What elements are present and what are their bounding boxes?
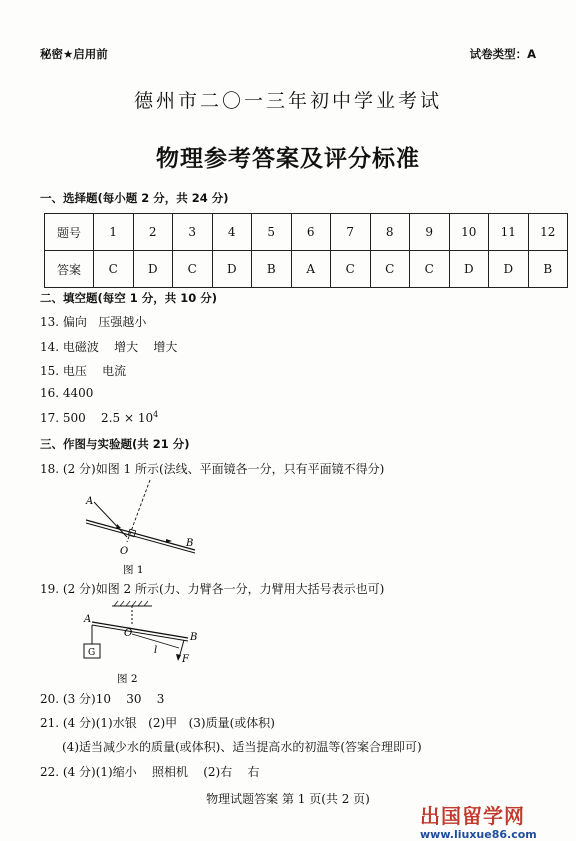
table-cell: A <box>291 251 331 288</box>
answer-line-17 <box>40 410 158 425</box>
table-cell: 12 <box>528 214 568 251</box>
row-label-number: 题号 <box>45 214 94 251</box>
table-cell: C <box>410 251 450 288</box>
answer-line-19: 19. (2 分)如图 2 所示(力、力臂各一分，力臂用大括号表示也可) <box>40 582 385 596</box>
fig2-label-l: l <box>154 645 158 656</box>
exam-title: 德州市二〇一三年初中学业考试 <box>133 90 442 112</box>
table-cell: 1 <box>94 214 134 251</box>
lever-bar <box>92 622 188 638</box>
lever-bar-lower <box>92 625 188 641</box>
table-cell: D <box>449 251 489 288</box>
answer-line-21b: (4)适当减少水的质量(或体积)、适当提高水的初温等(答案合理即可) <box>62 740 422 754</box>
line17-exponent: 4 <box>153 410 159 419</box>
answer-line-22: 22. (4 分)(1)缩小 照相机 (2)右 右 <box>40 765 260 779</box>
mirror-back-line <box>86 523 195 553</box>
section1-heading: 一、选择题(每小题 2 分，共 24 分) <box>40 191 229 205</box>
table-cell: 11 <box>489 214 529 251</box>
answer-line-15: 15. 电压 电流 <box>40 364 127 378</box>
row-label-answer: 答案 <box>45 251 94 288</box>
section3-heading: 三、作图与实验题(共 21 分) <box>40 437 190 451</box>
table-cell: C <box>94 251 134 288</box>
confidential-label: 秘密★启用前 <box>40 47 108 61</box>
force-arrowhead <box>176 654 181 661</box>
table-cell: 5 <box>252 214 292 251</box>
table-cell: 4 <box>212 214 252 251</box>
figure-2-lever-diagram <box>80 600 220 690</box>
ray-arrowhead <box>116 524 121 529</box>
fig1-caption: 图 1 <box>123 564 144 575</box>
fig2-caption: 图 2 <box>117 673 138 685</box>
table-cell: 10 <box>449 214 489 251</box>
mirror-line <box>86 520 195 550</box>
section2-heading: 二、填空题(每空 1 分，共 10 分) <box>40 291 218 305</box>
answer-line-14: 14. 电磁波 增大 增大 <box>40 340 178 354</box>
table-cell: D <box>489 251 529 288</box>
site-watermark-logo <box>420 800 566 841</box>
incident-ray <box>94 502 127 537</box>
table-cell: B <box>528 251 568 288</box>
page-footer: 物理试题答案 第 1 页(共 2 页) <box>206 792 370 806</box>
fig2-label-a: A <box>84 614 92 625</box>
document-title: 物理参考答案及评分标准 <box>156 146 420 172</box>
fig1-label-o: O <box>120 546 129 557</box>
fig2-label-g: G <box>88 648 96 658</box>
table-cell: B <box>252 251 292 288</box>
line17-text: 17. 500 2.5 × 10 <box>40 411 154 425</box>
fig2-label-b: B <box>190 632 198 643</box>
paper-type-label: 试卷类型：A <box>469 47 536 61</box>
table-row-numbers <box>45 214 568 251</box>
normal-line <box>127 480 150 542</box>
answer-line-16: 16. 4400 <box>40 386 94 400</box>
fig1-label-a: A <box>86 496 94 507</box>
fig2-label-f: F <box>182 654 189 665</box>
answer-line-13: 13. 偏向 压强越小 <box>40 315 147 329</box>
answer-line-21a: 21. (4 分)(1)水银 (2)甲 (3)质量(或体积) <box>40 716 275 730</box>
watermark-name: 出国留学网 <box>420 804 525 828</box>
table-cell: C <box>173 251 213 288</box>
table-cell: C <box>370 251 410 288</box>
table-cell: 2 <box>133 214 173 251</box>
table-cell: 8 <box>370 214 410 251</box>
fig2-label-o: O <box>124 628 133 639</box>
table-cell: D <box>133 251 173 288</box>
ceiling-hatch <box>114 601 148 606</box>
fig1-label-b: B <box>186 538 194 549</box>
table-cell: 7 <box>331 214 371 251</box>
table-cell: D <box>212 251 252 288</box>
answer-table <box>44 213 568 288</box>
table-cell: 3 <box>173 214 213 251</box>
watermark-url: www.liuxue86.com <box>420 828 537 841</box>
answer-line-20: 20. (3 分)10 30 3 <box>40 692 165 706</box>
table-cell: 6 <box>291 214 331 251</box>
table-row-answers <box>45 251 568 288</box>
table-cell: 9 <box>410 214 450 251</box>
table-cell: C <box>331 251 371 288</box>
answer-line-18: 18. (2 分)如图 1 所示(法线、平面镜各一分，只有平面镜不得分) <box>40 462 385 476</box>
figure-1-mirror-diagram <box>80 480 220 575</box>
